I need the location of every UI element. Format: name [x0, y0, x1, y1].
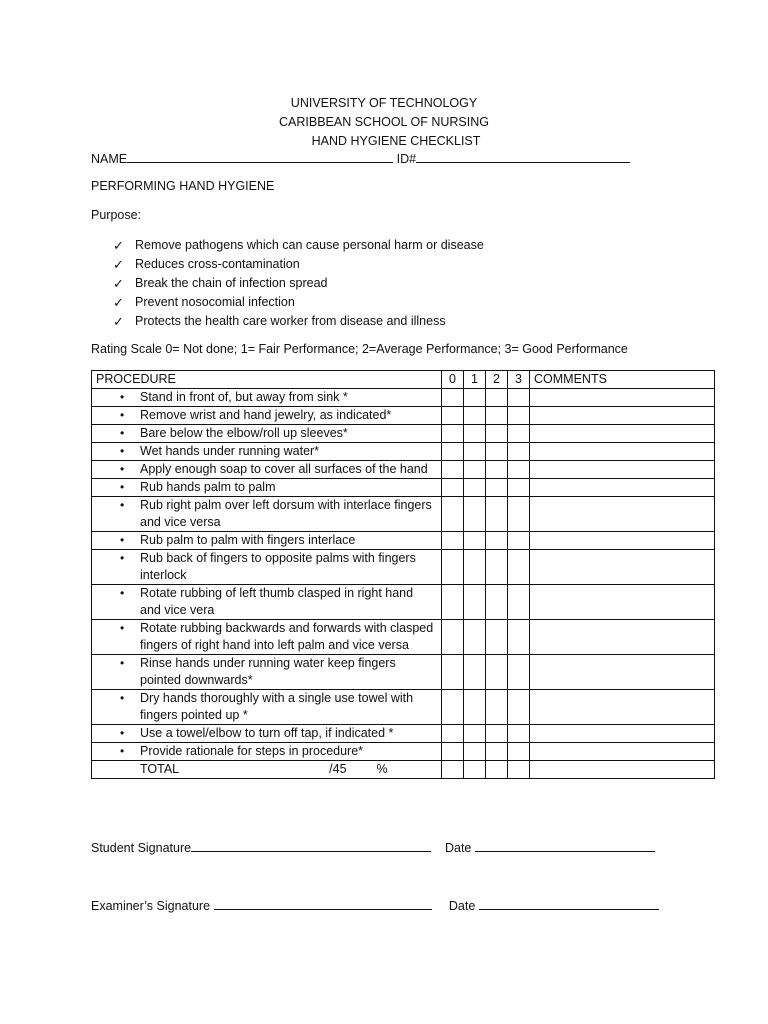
table-row: [92, 389, 715, 407]
student-date-label: Date: [444, 841, 472, 855]
procedure-step-text: Remove wrist and hand jewelry, as indicated*: [140, 408, 392, 422]
check-icon: ✓: [113, 257, 124, 272]
score-0-cell[interactable]: [442, 443, 464, 461]
student-signature-field[interactable]: [191, 839, 431, 852]
table-row: [92, 620, 715, 655]
bullet-icon: •: [120, 691, 125, 705]
check-icon: ✓: [113, 276, 124, 291]
procedure-step-cell: [92, 407, 442, 425]
check-icon: ✓: [113, 295, 124, 310]
score-0-cell[interactable]: [442, 461, 464, 479]
bullet-icon: •: [120, 744, 125, 758]
procedure-step-text: Rotate rubbing backwards and forwards with clasped fingers of right hand into left palm and vice versa: [140, 621, 434, 652]
bullet-icon: •: [120, 426, 125, 440]
name-id-row: [91, 150, 630, 166]
check-icon: ✓: [113, 314, 124, 329]
score-0-cell[interactable]: [442, 389, 464, 407]
score-3-cell[interactable]: [508, 550, 530, 585]
purpose-item: [113, 274, 484, 293]
score-2-cell[interactable]: [486, 532, 508, 550]
score-2-cell[interactable]: [486, 725, 508, 743]
header-school: CARIBBEAN SCHOOL OF NURSING: [279, 115, 489, 129]
total-score-1[interactable]: [464, 761, 486, 779]
purpose-item: [113, 236, 484, 255]
score-1-cell[interactable]: [464, 479, 486, 497]
procedure-step-cell: [92, 690, 442, 725]
procedure-step-text: Apply enough soap to cover all surfaces of the hand: [140, 462, 428, 476]
score-3-cell[interactable]: [508, 532, 530, 550]
comments-cell[interactable]: [530, 461, 715, 479]
procedure-step-text: Rub right palm over left dorsum with interlace fingers and vice versa: [140, 498, 432, 529]
procedure-step-cell: [92, 532, 442, 550]
procedure-step-cell: [92, 461, 442, 479]
procedure-step-cell: [92, 443, 442, 461]
purpose-item-text: Reduces cross-contamination: [135, 257, 300, 271]
score-2-cell[interactable]: [486, 550, 508, 585]
procedure-step-text: Wet hands under running water*: [140, 444, 320, 458]
purpose-label: Purpose:: [91, 208, 142, 222]
score-1-cell[interactable]: [464, 407, 486, 425]
purpose-item: [113, 255, 484, 274]
procedure-step-text: Bare below the elbow/roll up sleeves*: [140, 426, 348, 440]
examiner-date-label: Date: [448, 899, 476, 913]
purpose-item-text: Break the chain of infection spread: [135, 276, 328, 290]
bullet-icon: •: [120, 621, 125, 635]
score-0-cell[interactable]: [442, 585, 464, 620]
comments-cell[interactable]: [530, 690, 715, 725]
bullet-icon: •: [120, 586, 125, 600]
comments-cell[interactable]: [530, 743, 715, 761]
comments-cell[interactable]: [530, 532, 715, 550]
score-0-cell[interactable]: [442, 497, 464, 532]
header-checklist-title: HAND HYGIENE CHECKLIST: [311, 134, 481, 148]
score-3-cell[interactable]: [508, 407, 530, 425]
id-label: ID#: [396, 152, 417, 166]
procedure-step-text: Rinse hands under running water keep fingers pointed downwards*: [140, 656, 396, 687]
total-percent: %: [376, 762, 388, 776]
procedure-step-cell: [92, 725, 442, 743]
procedure-step-cell: [92, 743, 442, 761]
total-score-0[interactable]: [442, 761, 464, 779]
score-2-cell[interactable]: [486, 479, 508, 497]
score-1-cell[interactable]: [464, 743, 486, 761]
header-score-3: 3: [508, 371, 530, 389]
table-row: [92, 585, 715, 620]
score-2-cell[interactable]: [486, 620, 508, 655]
header-comments: COMMENTS: [530, 371, 715, 389]
score-1-cell[interactable]: [464, 725, 486, 743]
purpose-item-text: Prevent nosocomial infection: [135, 295, 295, 309]
examiner-date-field[interactable]: [479, 897, 659, 910]
bullet-icon: •: [120, 390, 125, 404]
table-row: [92, 497, 715, 532]
student-signature-label: Student Signature: [91, 841, 192, 855]
procedure-step-cell: [92, 389, 442, 407]
table-row: [92, 725, 715, 743]
comments-cell[interactable]: [530, 620, 715, 655]
rating-scale: Rating Scale 0= Not done; 1= Fair Performance; 2=Average Performance; 3= Good Performance: [91, 342, 628, 356]
score-3-cell[interactable]: [508, 620, 530, 655]
table-row: [92, 655, 715, 690]
comments-cell[interactable]: [530, 725, 715, 743]
procedure-step-text: Rub palm to palm with fingers interlace: [140, 533, 356, 547]
bullet-icon: •: [120, 444, 125, 458]
procedure-step-text: Rotate rubbing of left thumb clasped in right hand and vice vera: [140, 586, 414, 617]
score-0-cell[interactable]: [442, 725, 464, 743]
comments-cell[interactable]: [530, 407, 715, 425]
score-0-cell[interactable]: [442, 532, 464, 550]
score-0-cell[interactable]: [442, 620, 464, 655]
purpose-item-text: Protects the health care worker from disease and illness: [135, 314, 446, 328]
total-comments[interactable]: [530, 761, 715, 779]
table-row: [92, 407, 715, 425]
score-2-cell[interactable]: [486, 585, 508, 620]
score-1-cell[interactable]: [464, 443, 486, 461]
score-2-cell[interactable]: [486, 743, 508, 761]
score-1-cell[interactable]: [464, 690, 486, 725]
total-score-3[interactable]: [508, 761, 530, 779]
score-2-cell[interactable]: [486, 690, 508, 725]
bullet-icon: •: [120, 408, 125, 422]
examiner-signature-field[interactable]: [214, 897, 432, 910]
bullet-icon: •: [120, 533, 125, 547]
score-2-cell[interactable]: [486, 461, 508, 479]
procedure-step-cell: [92, 497, 442, 532]
purpose-list: [113, 236, 484, 331]
score-1-cell[interactable]: [464, 389, 486, 407]
score-3-cell[interactable]: [508, 443, 530, 461]
header-university: UNIVERSITY OF TECHNOLOGY: [290, 96, 478, 110]
score-3-cell[interactable]: [508, 497, 530, 532]
procedure-step-text: Use a towel/elbow to turn off tap, if indicated *: [140, 726, 394, 740]
score-3-cell[interactable]: [508, 655, 530, 690]
procedure-step-text: Rub hands palm to palm: [140, 480, 276, 494]
bullet-icon: •: [120, 480, 125, 494]
score-0-cell[interactable]: [442, 479, 464, 497]
table-row: [92, 550, 715, 585]
score-3-cell[interactable]: [508, 725, 530, 743]
purpose-item-text: Remove pathogens which can cause personal harm or disease: [135, 238, 484, 252]
total-max: /45: [329, 762, 347, 776]
total-score-2[interactable]: [486, 761, 508, 779]
score-1-cell[interactable]: [464, 425, 486, 443]
table-row: [92, 425, 715, 443]
score-0-cell[interactable]: [442, 425, 464, 443]
examiner-signature-label: Examiner’s Signature: [91, 899, 211, 913]
student-date-field[interactable]: [475, 839, 655, 852]
score-0-cell[interactable]: [442, 550, 464, 585]
score-1-cell[interactable]: [464, 655, 486, 690]
table-row: [92, 479, 715, 497]
name-label: NAME: [91, 152, 128, 166]
score-0-cell[interactable]: [442, 655, 464, 690]
header-procedure: PROCEDURE: [92, 371, 442, 389]
header-score-0: 0: [442, 371, 464, 389]
score-3-cell[interactable]: [508, 389, 530, 407]
id-field[interactable]: [416, 150, 630, 163]
table-row: [92, 743, 715, 761]
procedure-step-text: Dry hands thoroughly with a single use towel with fingers pointed up *: [140, 691, 414, 722]
score-1-cell[interactable]: [464, 532, 486, 550]
score-2-cell[interactable]: [486, 443, 508, 461]
total-label: TOTAL: [140, 762, 180, 776]
comments-cell[interactable]: [530, 479, 715, 497]
bullet-icon: •: [120, 656, 125, 670]
score-3-cell[interactable]: [508, 461, 530, 479]
procedure-step-cell: [92, 550, 442, 585]
score-2-cell[interactable]: [486, 407, 508, 425]
score-1-cell[interactable]: [464, 585, 486, 620]
name-field[interactable]: [127, 150, 393, 163]
header-score-1: 1: [464, 371, 486, 389]
document-header: [0, 94, 768, 151]
table-row: [92, 443, 715, 461]
procedure-step-cell: [92, 655, 442, 690]
comments-cell[interactable]: [530, 655, 715, 690]
score-3-cell[interactable]: [508, 585, 530, 620]
score-2-cell[interactable]: [486, 425, 508, 443]
score-1-cell[interactable]: [464, 461, 486, 479]
score-2-cell[interactable]: [486, 389, 508, 407]
score-3-cell[interactable]: [508, 743, 530, 761]
comments-cell[interactable]: [530, 497, 715, 532]
comments-cell[interactable]: [530, 425, 715, 443]
score-1-cell[interactable]: [464, 497, 486, 532]
procedure-step-cell: [92, 425, 442, 443]
table-row: [92, 461, 715, 479]
comments-cell[interactable]: [530, 585, 715, 620]
procedure-step-text: Stand in front of, but away from sink *: [140, 390, 348, 404]
comments-cell[interactable]: [530, 443, 715, 461]
purpose-item: [113, 312, 484, 331]
section-title: PERFORMING HAND HYGIENE: [91, 179, 275, 193]
table-header-row: [92, 371, 715, 389]
procedure-step-cell: [92, 585, 442, 620]
check-icon: ✓: [113, 238, 124, 253]
bullet-icon: •: [120, 726, 125, 740]
score-0-cell[interactable]: [442, 407, 464, 425]
table-row: [92, 532, 715, 550]
total-row: [92, 761, 715, 779]
procedure-step-text: Rub back of fingers to opposite palms with fingers interlock: [140, 551, 416, 582]
bullet-icon: •: [120, 462, 125, 476]
total-cell: [92, 761, 442, 779]
procedure-table: [91, 370, 715, 779]
bullet-icon: •: [120, 551, 125, 565]
score-2-cell[interactable]: [486, 497, 508, 532]
score-0-cell[interactable]: [442, 690, 464, 725]
comments-cell[interactable]: [530, 389, 715, 407]
student-signature-row: [91, 839, 655, 855]
table-row: [92, 690, 715, 725]
purpose-item: [113, 293, 484, 312]
bullet-icon: •: [120, 498, 125, 512]
score-1-cell[interactable]: [464, 550, 486, 585]
score-2-cell[interactable]: [486, 655, 508, 690]
procedure-steps: [92, 389, 715, 761]
score-3-cell[interactable]: [508, 479, 530, 497]
score-1-cell[interactable]: [464, 620, 486, 655]
header-score-2: 2: [486, 371, 508, 389]
examiner-signature-row: [91, 897, 659, 913]
score-3-cell[interactable]: [508, 690, 530, 725]
score-3-cell[interactable]: [508, 425, 530, 443]
procedure-step-cell: [92, 479, 442, 497]
procedure-step-cell: [92, 620, 442, 655]
comments-cell[interactable]: [530, 550, 715, 585]
score-0-cell[interactable]: [442, 743, 464, 761]
procedure-step-text: Provide rationale for steps in procedure*: [140, 744, 364, 758]
